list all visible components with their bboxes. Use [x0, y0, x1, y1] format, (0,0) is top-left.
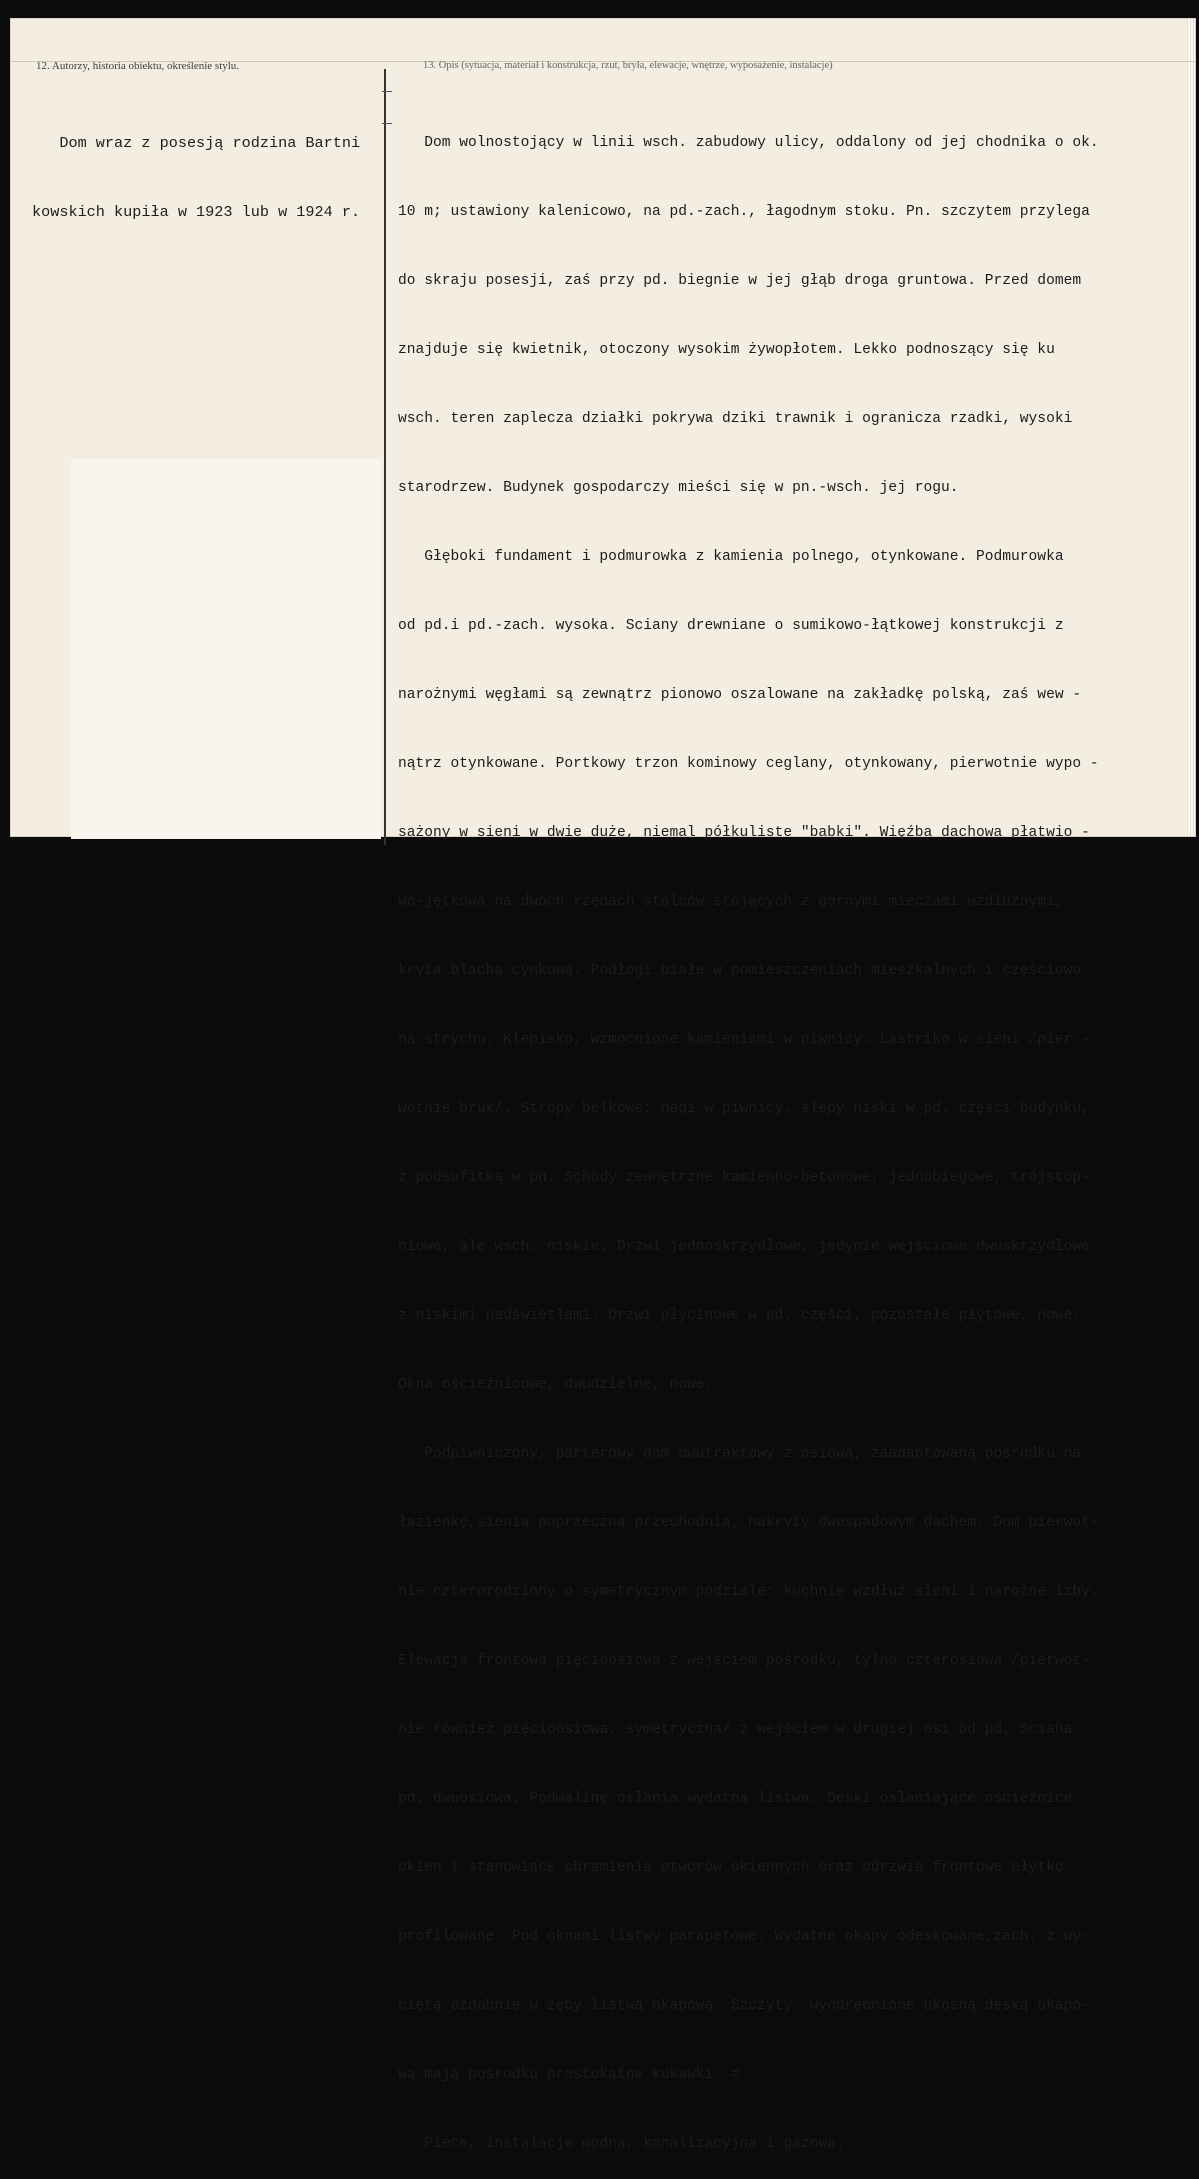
history-text — [32, 86, 372, 247]
description-line: ciętą ozdobnie w zęby listwą okapową. Szczyty wyodrębnione ukośną deską okapo- — [398, 1998, 1090, 2014]
description-line: Głęboki fundament i podmurowka z kamienia polnego, otynkowane. Podmurowka — [398, 549, 1064, 565]
paper-blank-area — [71, 459, 381, 839]
description-line: starodrzew. Budynek gospodarczy mieści się w pn.-wsch. jej rogu. — [398, 480, 959, 496]
description-line: niowe, ale wsch. niskie. Drzwi jednoskrzydłowe, jedynie wejściowe dwuskrzydłowe — [398, 1239, 1090, 1255]
description-line: Okna ościeżnicowe, dwudzielne, nowe. — [398, 1377, 714, 1393]
description-line: nie również pięcioosiowa, symetryczna/ z wejściem w drugiej osi od pd. Sciana — [398, 1722, 1073, 1738]
description-line: wo-jętkowa na dwóch rzędach stolców stojących z górnymi mieczami wzdłużnymi, — [398, 894, 1064, 910]
column-divider — [384, 69, 386, 845]
description-line: łazienkę,sienią poprzeczną przechodnią, nakryty dwuspadowym dachem. Dom pierwot- — [398, 1515, 1099, 1531]
description-line: okien i stanowiące obramienia otworów okiennych oraz odrzwia frontowe płytko — [398, 1860, 1064, 1876]
description-line: do skraju posesji, zaś przy pd. biegnie w jej głąb droga gruntowa. Przed domem — [398, 273, 1082, 289]
description-line: Dom wolnostojący w linii wsch. zabudowy ulicy, oddalony od jej chodnika o ok. — [398, 135, 1099, 151]
description-line: Podpiwniczony, parterowy dom dwutraktowy z osiową, zaadaptowaną pośrodku na — [398, 1446, 1082, 1462]
description-line: znajduje się kwietnik, otoczony wysokim żywopłotem. Lekko podnoszący się ku — [398, 342, 1055, 358]
field-13-label: 13. Opis (sytuacja, materiał i konstrukcja, rzut, bryła, elewacje, wnętrze, wyposażenie, instalacje) — [423, 60, 833, 71]
description-line: wą mają pośrodku prostokątne kukawki. = — [398, 2067, 740, 2083]
description-line: kryta blachą cynkową. Podłogi białe w pomieszczeniach mieszkalnych i częściowo — [398, 963, 1082, 979]
field-12-label: 12. Autorzy, historia obiektu, określenie stylu. — [36, 60, 240, 72]
history-line: Dom wraz z posesją rodzina Bartni — [32, 134, 361, 152]
page-edge — [1187, 19, 1195, 836]
description-text — [398, 86, 1188, 2179]
description-line: Elewacja frontowa pięcioosiowa z wejściem pośrodku, tylna czterosiowa /pierwot- — [398, 1653, 1090, 1669]
description-line: wsch. teren zaplecza działki pokrywa dziki trawnik i ogranicza rzadki, wysoki — [398, 411, 1073, 427]
divider-tick — [382, 91, 392, 92]
divider-tick — [382, 123, 392, 124]
description-line: narożnymi węgłami są zewnątrz pionowo oszalowane na zakładkę polską, zaś wew - — [398, 687, 1082, 703]
description-line: od pd.i pd.-zach. wysoka. Sciany drewniane o sumikowo-łątkowej konstrukcji z — [398, 618, 1064, 634]
description-line: z niskimi nadświetlami. Drzwi płycinowe w pd. części, pozostałe płytowe, nowe. — [398, 1308, 1082, 1324]
description-line: nie czterorodzinny o symetrycznym podziale: kuchnie wzdłuż sieni i narożne izby. — [398, 1584, 1099, 1600]
description-line: na strychu. Klepisko, wzmocnione kamieniami w piwnicy. Lastriko w sieni /pier - — [398, 1032, 1090, 1048]
description-line: z podsufitką w pn. Schody zewnętrzne kamienno-betonowe, jednobiegowe, trójstop- — [398, 1170, 1090, 1186]
description-line: wotnie bruk/. Stropy belkowe: nagi w piwnicy, ślepy niski w pd. części budynku, — [398, 1101, 1090, 1117]
description-line: Piece, instalacje wodna, kanalizacyjna i gazowa. — [398, 2136, 845, 2152]
history-line: kowskich kupiła w 1923 lub w 1924 r. — [32, 203, 361, 221]
description-line: nątrz otynkowane. Portkowy trzon kominowy ceglany, otynkowany, pierwotnie wypo - — [398, 756, 1099, 772]
description-line: sażony w sieni w dwie duże, niemal półkuliste "babki". Więźba dachowa płatwio - — [398, 825, 1090, 841]
description-line: profilowane. Pod oknami listwy parapetowe. Wydatne okapy odeskowane,zach. z wy- — [398, 1929, 1090, 1945]
description-line: pd. dwuosiowa. Podwalinę osłania wydatna listwa. Deski osłaniające ościeżnice — [398, 1791, 1073, 1807]
description-line: 10 m; ustawiony kalenicowo, na pd.-zach., łagodnym stoku. Pn. szczytem przylega — [398, 204, 1090, 220]
